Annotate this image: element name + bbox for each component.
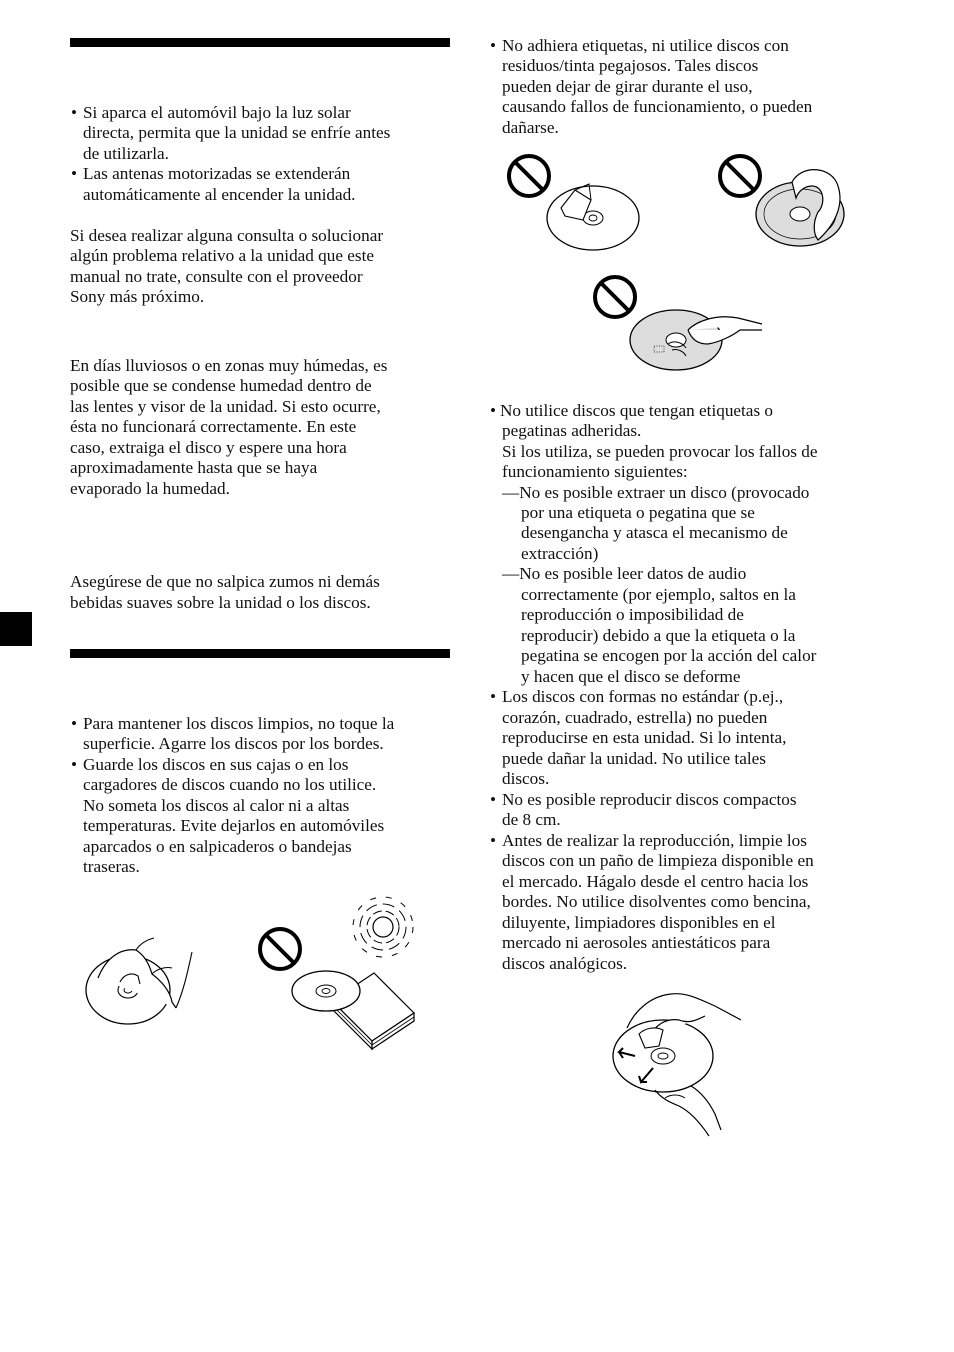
text-line: pegatinas adheridas. [502,421,642,440]
text-line: pegatina se encogen por la acción del calor [521,646,817,665]
text-line: bebidas suaves sobre la unidad o los discos. [70,593,371,612]
holding-disc-icon [80,930,200,1030]
text-line: Si aparca el automóvil bajo la luz solar [83,103,351,122]
text-line: No someta los discos al calor ni a altas [83,796,350,815]
text-line: y hacen que el disco se deforme [521,667,741,686]
text-line: mercado ni aerosoles antiestáticos para [502,933,771,952]
text-line: corazón, cuadrado, estrella) no pueden [502,708,768,727]
text-line: residuos/tinta pegajosos. Tales discos [502,56,759,75]
disc-with-label-icon [543,180,643,255]
text-line: de utilizarla. [83,144,169,163]
text-line: las lentes y visor de la unidad. Si esto ocurre, [70,397,381,416]
bullet-glyph: • [71,164,78,183]
text-line: Asegúrese de que no salpica zumos ni demás [70,572,380,591]
text-line: Las antenas motorizadas se extenderán [83,164,351,183]
text-line: evaporado la humedad. [70,479,230,498]
text-line: reproducción o imposibilidad de [521,605,744,624]
bullet-glyph: • [490,790,497,809]
text-line: No utilice discos que tengan etiquetas o [500,401,774,420]
bullet-glyph: • [490,831,497,850]
text-line: cargadores de discos cuando no los utilice. [83,775,377,794]
text-line: dañarse. [502,118,559,137]
text-line: posible que se condense humedad dentro de [70,376,372,395]
cleaning-disc-icon [605,990,750,1140]
text-line: Si desea realizar alguna consulta o solucionar [70,226,384,245]
text-line: discos con un paño de limpieza disponible en [502,851,814,870]
text-line: directa, permita que la unidad se enfríe antes [83,123,391,142]
text-line: pueden dejar de girar durante el uso, [502,77,753,96]
disc-cases-icon [290,965,420,1055]
text-line: automáticamente al encender la unidad. [83,185,356,204]
text-line: extracción) [521,544,599,563]
text-line: reproducirse en esta unidad. Si lo intenta, [502,728,787,747]
text-line: diluyente, limpiadores disponibles en el [502,913,776,932]
text-line: ésta no funcionará correctamente. En este [70,417,357,436]
text-line: desengancha y atasca el mecanismo de [521,523,788,542]
text-line: Los discos con formas no estándar (p.ej., [502,687,784,706]
text-line: En días lluviosos o en zonas muy húmedas, es [70,356,388,375]
text-line: aproximadamente hasta que se haya [70,458,318,477]
bullet-glyph: • [490,687,497,706]
sticky-disc-icon [628,300,768,375]
page-edge-tab [0,612,32,646]
bullet-glyph: • [490,36,497,55]
text-line: de 8 cm. [502,810,561,829]
heat-sun-icon [345,895,420,965]
text-line: Guarde los discos en sus cajas o en los [83,755,349,774]
text-line: el mercado. Hágalo desde el centro hacia los [502,872,809,891]
text-line: No adhiera etiquetas, ni utilice discos con [502,36,789,55]
text-line: superficie. Agarre los discos por los bordes. [83,734,384,753]
text-line: algún problema relativo a la unidad que este [70,246,375,265]
text-line: No es posible reproducir discos compactos [502,790,797,809]
text-line: temperaturas. Evite dejarlos en automóviles [83,816,385,835]
text-line: Antes de realizar la reproducción, limpie los [502,831,807,850]
bullet-glyph: • [71,714,78,733]
text-line: Para mantener los discos limpios, no toque la [83,714,395,733]
bullet-glyph: • [71,103,78,122]
text-line: reproducir) debido a que la etiqueta o la [521,626,796,645]
bullet-glyph: • [490,401,497,420]
text-line: por una etiqueta o pegatina que se [521,503,755,522]
text-line: Sony más próximo. [70,287,205,306]
text-line: aparcados o en salpicaderos o bandejas [83,837,352,856]
text-line: —No es posible leer datos de audio [502,564,747,583]
text-line: discos. [502,769,550,788]
text-line: causando fallos de funcionamiento, o pueden [502,97,813,116]
text-line: discos analógicos. [502,954,628,973]
text-line: bordes. No utilice disolventes como bencina, [502,892,811,911]
section-header-bar-1 [70,38,450,47]
text-line: —No es posible extraer un disco (provocado [502,483,810,502]
peeling-label-disc-icon [752,162,857,252]
bullet-glyph: • [71,755,78,774]
text-line: manual no trate, consulte con el proveedor [70,267,363,286]
text-line: puede dañar la unidad. No utilice tales [502,749,766,768]
text-line: funcionamiento siguientes: [502,462,688,481]
text-line: traseras. [83,857,140,876]
text-line: Si los utiliza, se pueden provocar los fallos de [502,442,818,461]
section-header-bar-2 [70,649,450,658]
text-line: correctamente (por ejemplo, saltos en la [521,585,796,604]
text-line: caso, extraiga el disco y espere una hora [70,438,347,457]
